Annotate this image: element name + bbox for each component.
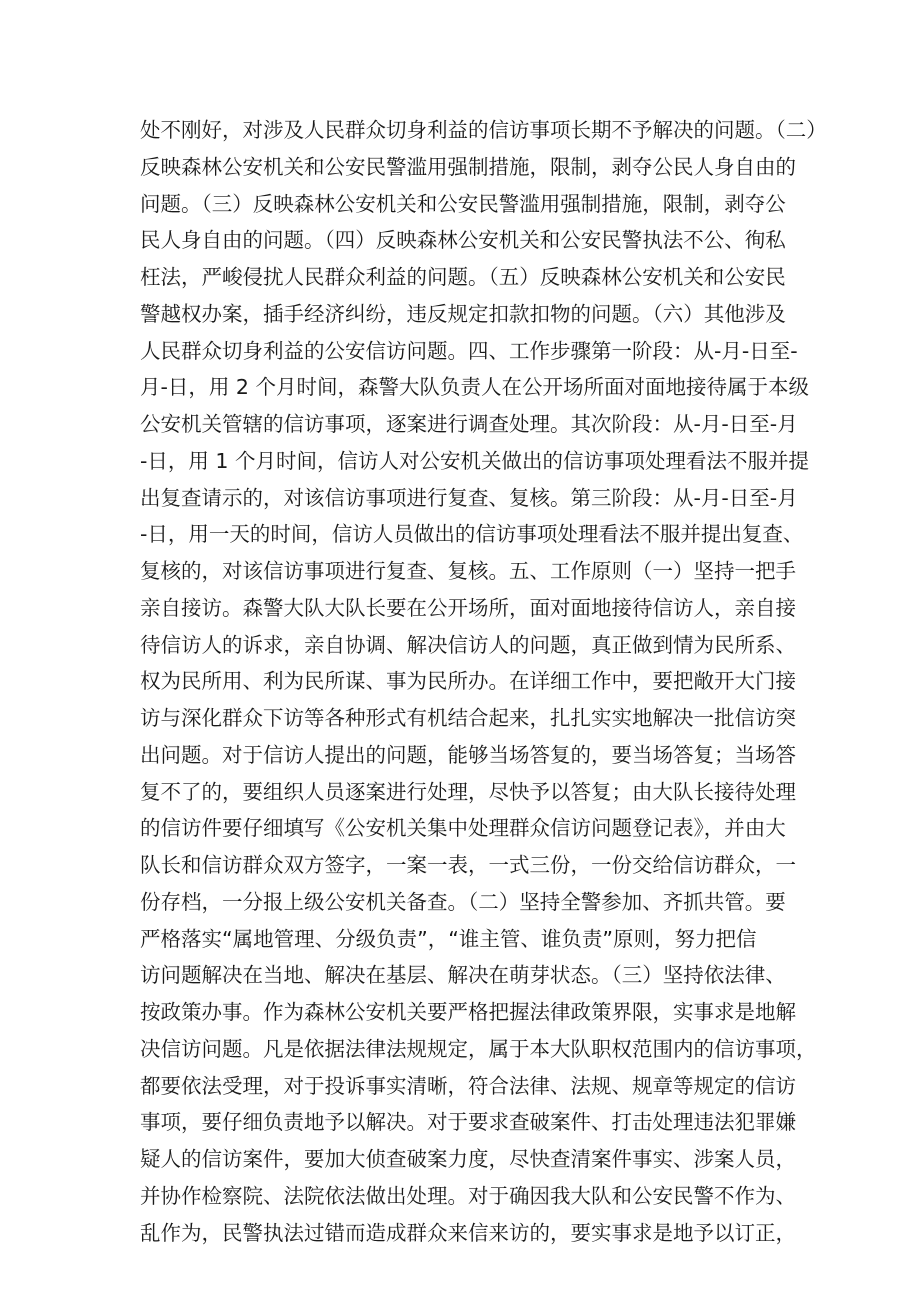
- text-line: 队长和信访群众双方签字，一案一表，一式三份，一份交给信访群众，一: [140, 853, 796, 877]
- text-line: 民人身自由的问题。（四）反映森林公安机关和公安民警执法不公、徇私: [140, 228, 786, 253]
- text-line: 复不了的，要组织人员逐案进行处理，尽快予以答复；由大队长接待处理: [140, 779, 796, 804]
- text-line: 按政策办事。作为森林公安机关要严格把握法律政策界限，实事求是地解: [140, 1000, 796, 1024]
- text-line: -日，用一天的时间，信访人员做出的信访事项处理看法不服并提出复查、: [140, 522, 804, 547]
- text-line: 枉法，严峻侵扰人民群众利益的问题。（五）反映森林公安机关和公安民: [140, 265, 786, 289]
- text-line: 月-日，用 2 个月时间，森警大队负责人在公开场所面对面地接待属于本级: [140, 375, 809, 400]
- text-line: 并协作检察院、法院依法做出处理。对于确因我大队和公安民警不作为、: [140, 1183, 796, 1208]
- text-line: 份存档，一分报上级公安机关备查。（二）坚持全警参加、齐抓共管。要: [140, 889, 786, 914]
- text-line: 人民群众切身利益的公安信访问题。四、工作步骤第一阶段：从-月-日至-: [140, 338, 798, 363]
- text-line: 都要依法受理，对于投诉事实清晰，符合法律、法规、规章等规定的信访: [140, 1073, 796, 1098]
- text-line: 处不刚好，对涉及人民群众切身利益的信访事项长期不予解决的问题。（二）: [140, 118, 827, 142]
- text-line: 的信访件要仔细填写《公安机关集中处理群众信访问题登记表》，并由大: [140, 816, 786, 841]
- text-line: 访与深化群众下访等各种形式有机结合起来，扎扎实实地解决一批信访突: [140, 706, 796, 730]
- text-line: 警越权办案，插手经济纠纷，违反规定扣款扣物的问题。（六）其他涉及: [140, 301, 786, 326]
- text-line: 公安机关管辖的信访事项，逐案进行调查处理。其次阶段：从-月-日至-月: [140, 412, 798, 436]
- text-line: 权为民所用、利为民所谋、事为民所办。在详细工作中，要把敞开大门接: [140, 669, 796, 694]
- text-line: 疑人的信访案件，要加大侦查破案力度，尽快查清案件事实、涉案人员，: [140, 1147, 796, 1171]
- text-line: 待信访人的诉求，亲自协调、解决信访人的问题，真正做到情为民所系、: [140, 632, 796, 657]
- text-line: 乱作为，民警执法过错而造成群众来信来访的，要实事求是地予以订正，: [140, 1220, 796, 1245]
- text-line: 出问题。对于信访人提出的问题，能够当场答复的，要当场答复；当场答: [140, 742, 796, 767]
- text-line: -日，用 1 个月时间，信访人对公安机关做出的信访事项处理看法不服并提: [140, 448, 809, 473]
- text-line: 事项，要仔细负责地予以解决。对于要求查破案件、打击处理违法犯罪嫌: [140, 1110, 796, 1135]
- text-line: 出复查请示的，对该信访事项进行复查、复核。第三阶段：从-月-日至-月: [140, 485, 798, 510]
- text-line: 决信访问题。凡是依据法律法规规定，属于本大队职权范围内的信访事项，: [140, 1036, 817, 1061]
- text-line: 复核的，对该信访事项进行复查、复核。五、工作原则（一）坚持一把手: [140, 559, 796, 583]
- body-text: [140, 112, 827, 1251]
- text-line: 亲自接访。森警大队大队长要在公开场所，面对面地接待信访人，亲自接: [140, 595, 796, 620]
- text-line: 严格落实“属地管理、分级负责”，“谁主管、谁负责”原则，努力把信: [140, 926, 757, 951]
- text-line: 问题。（三）反映森林公安机关和公安民警滥用强制措施，限制，剥夺公: [140, 191, 786, 216]
- text-line: 访问题解决在当地、解决在基层、解决在萌芽状态。（三）坚持依法律、: [140, 963, 786, 988]
- text-line: 反映森林公安机关和公安民警滥用强制措施，限制，剥夺公民人身自由的: [140, 154, 796, 179]
